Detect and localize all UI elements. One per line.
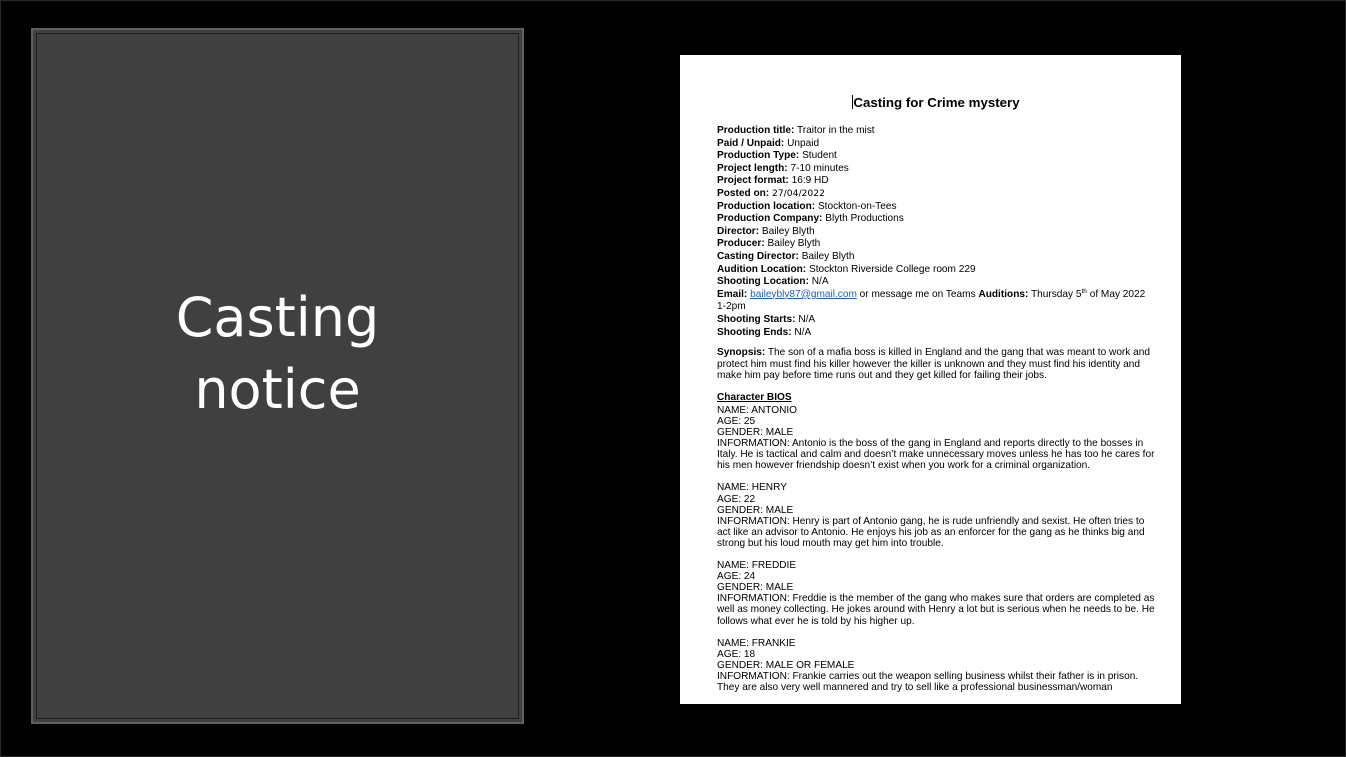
auditions-label: Auditions: bbox=[978, 288, 1029, 300]
email-auditions-row bbox=[717, 289, 1155, 314]
shooting-ends-label: Shooting Ends: bbox=[717, 326, 792, 338]
field-label: Casting Director: bbox=[717, 250, 799, 262]
character-age: AGE: 25 bbox=[717, 416, 756, 427]
field-value: N/A bbox=[811, 276, 829, 288]
character-gender: GENDER: MALE OR FEMALE bbox=[717, 659, 855, 671]
document-title-text: Casting for Crime mystery bbox=[853, 95, 1020, 110]
field-row bbox=[717, 201, 1155, 214]
field-label: Audition Location: bbox=[717, 263, 807, 275]
character-gender: GENDER: MALE bbox=[717, 582, 794, 594]
character-name: NAME: FRANKIE bbox=[717, 637, 796, 649]
field-value: Traitor in the mist bbox=[797, 125, 875, 136]
field-label: Production location: bbox=[717, 200, 816, 212]
field-row bbox=[717, 226, 1155, 239]
document-page[interactable] bbox=[680, 55, 1181, 704]
synopsis-text: The son of a mafia boss is killed in England and the gang that was meant to work and protect him must find his killer however the killer is unknown and they must find his identity and make him pay before time runs out and they get killed for failing their jobs. bbox=[717, 347, 1150, 381]
shooting-starts-label: Shooting Starts: bbox=[717, 313, 796, 325]
character-bios-heading: Character BIOS bbox=[717, 392, 792, 404]
field-label: Production Type: bbox=[717, 150, 800, 162]
character-info: INFORMATION: Freddie is the member of the gang who makes sure that orders are completed as well as money collecting. He jokes around with Henry a lot but is serious when he needs to be. He follows what ever he is told by his higher up. bbox=[717, 593, 1155, 627]
field-label: Director: bbox=[717, 225, 760, 237]
email-link[interactable]: baileybly87@gmail.com bbox=[750, 288, 857, 300]
character-info: INFORMATION: Frankie carries out the weapon selling business whilst their father is in prison. They are also very well mannered and try to sell like a professional businessman/woman bbox=[717, 670, 1139, 693]
field-label: Production title: bbox=[717, 125, 795, 136]
field-label: Project length: bbox=[717, 162, 788, 174]
field-value: Stockton Riverside College room 229 bbox=[808, 263, 976, 275]
slide-title-line1: Casting bbox=[175, 286, 380, 349]
field-value: Blyth Productions bbox=[825, 213, 904, 225]
synopsis-paragraph bbox=[717, 347, 1155, 381]
field-value: 16:9 HD bbox=[791, 175, 829, 187]
shooting-ends-row bbox=[717, 327, 1155, 340]
character-bio bbox=[717, 560, 1155, 627]
character-bio bbox=[717, 482, 1155, 549]
email-label: Email: bbox=[717, 288, 748, 300]
field-value: Student bbox=[802, 150, 837, 162]
character-gender: GENDER: MALE bbox=[717, 504, 794, 516]
shooting-starts-value: N/A bbox=[798, 313, 816, 325]
auditions-ordinal-suffix: th bbox=[1081, 287, 1087, 295]
character-age: AGE: 22 bbox=[717, 493, 756, 505]
character-name: NAME: ANTONIO bbox=[717, 404, 798, 416]
character-name: NAME: FREDDIE bbox=[717, 560, 797, 572]
field-value: Bailey Blyth bbox=[767, 238, 821, 250]
field-label: Production Company: bbox=[717, 213, 823, 225]
character-age: AGE: 18 bbox=[717, 648, 756, 660]
field-label: Posted on: bbox=[717, 187, 770, 199]
field-label: Producer: bbox=[717, 238, 765, 250]
field-value: Stockton-on-Tees bbox=[817, 200, 897, 212]
character-bio bbox=[717, 405, 1155, 472]
field-row bbox=[717, 175, 1155, 188]
shooting-starts-row bbox=[717, 314, 1155, 327]
synopsis-label: Synopsis: bbox=[717, 347, 766, 359]
slide-title bbox=[33, 282, 522, 426]
field-label: Project format: bbox=[717, 175, 789, 187]
character-name: NAME: HENRY bbox=[717, 482, 787, 494]
field-row bbox=[717, 138, 1155, 151]
email-after-text: or message me on Teams bbox=[859, 288, 976, 300]
field-row bbox=[717, 163, 1155, 176]
auditions-value-post: of May 2022 1-2pm bbox=[717, 288, 1146, 313]
slide-title-line2: notice bbox=[194, 358, 361, 421]
document-content bbox=[717, 95, 1155, 704]
field-value: Unpaid bbox=[787, 137, 820, 149]
field-value: 27/04/2022 bbox=[771, 187, 825, 199]
field-row bbox=[717, 150, 1155, 163]
field-row bbox=[717, 251, 1155, 264]
field-row bbox=[717, 213, 1155, 226]
shooting-ends-value: N/A bbox=[794, 326, 812, 338]
character-info: INFORMATION: Antonio is the boss of the gang in England and reports directly to the bosses in Italy. He is tactical and calm and doesn’t make unnecessary moves unless he has too he cares for his men however friendship doesn’t exist when you work for a criminal organization. bbox=[717, 438, 1155, 472]
production-fields bbox=[717, 125, 1155, 289]
character-gender: GENDER: MALE bbox=[717, 427, 794, 439]
title-panel bbox=[31, 28, 524, 724]
character-age: AGE: 24 bbox=[717, 571, 756, 583]
field-value: 7-10 minutes bbox=[790, 162, 849, 174]
character-info: INFORMATION: Henry is part of Antonio gang, he is rude unfriendly and sexist. He often tries to act like an advisor to Antonio. He enjoys his job as an enforcer for the gang as he thinks big and strong but his loud mouth may get him into trouble. bbox=[717, 515, 1145, 549]
field-value: Bailey Blyth bbox=[761, 225, 815, 237]
field-row bbox=[717, 276, 1155, 289]
auditions-value-pre: Thursday 5 bbox=[1030, 288, 1082, 300]
field-label: Shooting Location: bbox=[717, 276, 809, 288]
field-row bbox=[717, 264, 1155, 277]
field-row bbox=[717, 188, 1155, 201]
character-bio bbox=[717, 638, 1155, 693]
field-value: Bailey Blyth bbox=[801, 250, 855, 262]
field-label: Paid / Unpaid: bbox=[717, 137, 785, 149]
field-row bbox=[717, 238, 1155, 251]
field-row bbox=[717, 125, 1155, 138]
document-title bbox=[717, 95, 1155, 111]
